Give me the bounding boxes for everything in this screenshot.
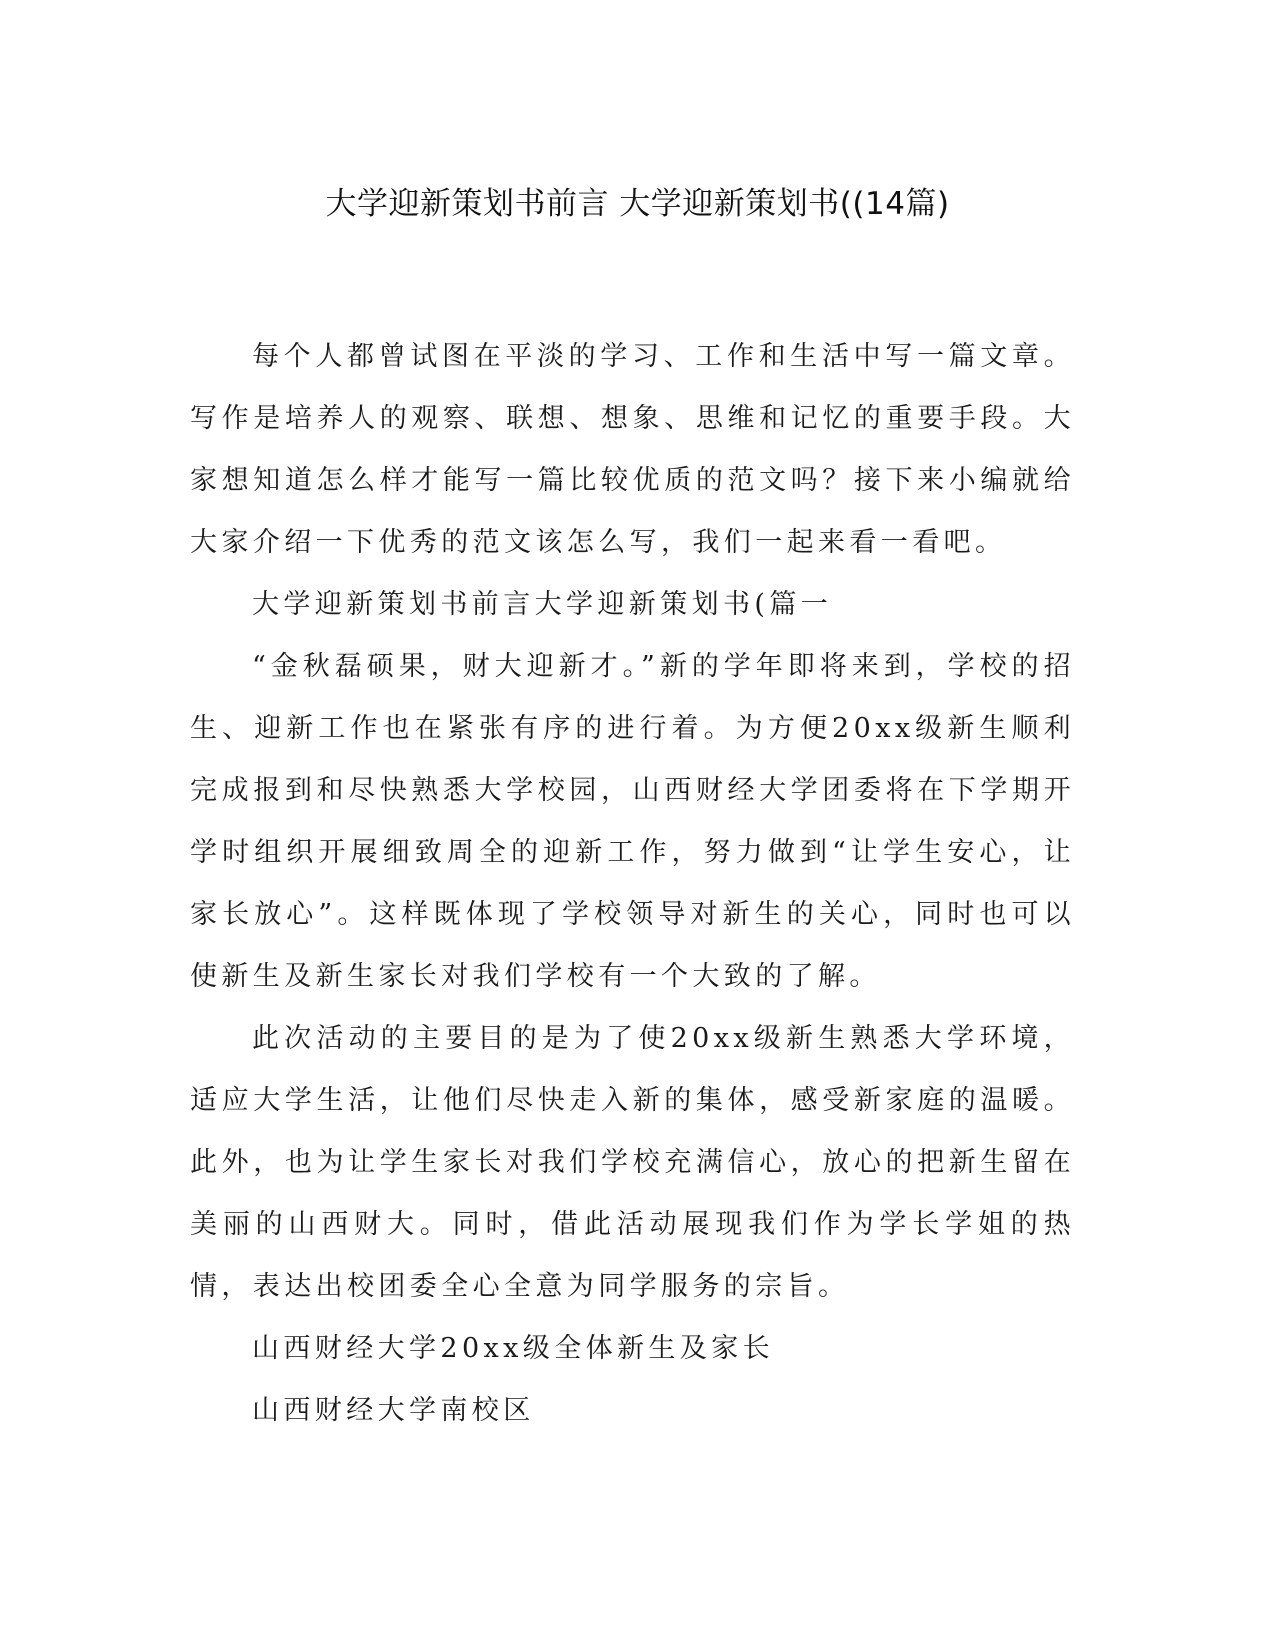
paragraph-location: 山西财经大学南校区 bbox=[252, 1395, 535, 1426]
document-title: 大学迎新策划书前言 大学迎新策划书((14篇) bbox=[325, 186, 950, 222]
paragraph-intro: 每个人都曾试图在平淡的学习、工作和生活中写一篇文章。写作是培养人的观察、联想、想象、思维和记忆的重要手段。大家想知道怎么样才能写一篇比较优质的范文吗？接下来小编就给大家介绍一下优秀的范文该怎么写，我们一起来看一看吧。 bbox=[190, 341, 1075, 558]
paragraph-audience: 山西财经大学20xx级全体新生及家长 bbox=[252, 1333, 775, 1364]
paragraph-purpose: 此次活动的主要目的是为了使20xx级新生熟悉大学环境，适应大学生活，让他们尽快走入新的集体，感受新家庭的温暖。此外，也为让学生家长对我们学校充满信心，放心的把新生留在美丽的山西财大。同时，借此活动展现我们作为学长学姐的热情，表达出校团委全心全意为同学服务的宗旨。 bbox=[190, 1023, 1075, 1302]
paragraph-section-heading: 大学迎新策划书前言大学迎新策划书(篇一 bbox=[252, 589, 833, 620]
document-body bbox=[190, 326, 1075, 1442]
paragraph-background: “金秋磊硕果，财大迎新才。”新的学年即将来到，学校的招生、迎新工作也在紧张有序的进行着。为方便20xx级新生顺利完成报到和尽快熟悉大学校园，山西财经大学团委将在下学期开学时组织开展细致周全的迎新工作，努力做到“让学生安心，让家长放心”。这样既体现了学校领导对新生的关心，同时也可以使新生及新生家长对我们学校有一个大致的了解。 bbox=[190, 651, 1075, 992]
